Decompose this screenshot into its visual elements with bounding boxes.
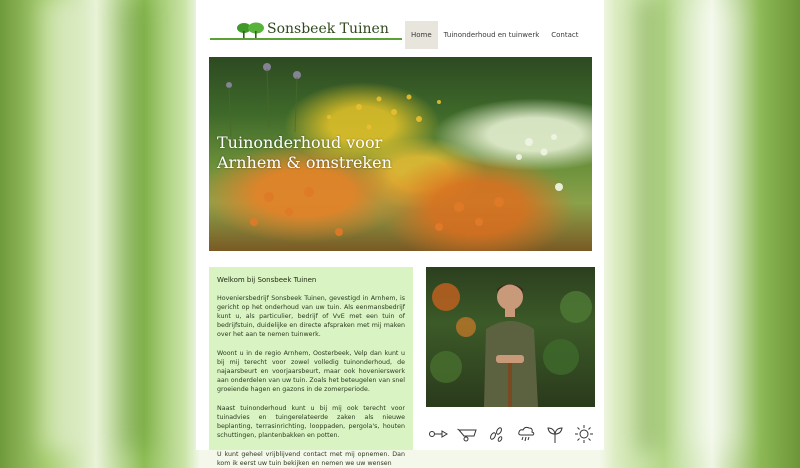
welcome-paragraph-3: Naast tuinonderhoud kunt u bij mij ook terecht voor tuinadvies en tuingerelateerde zaken als nieuwe beplanting, terrasinrichting, looppaden, pergola's, houten schuttingen, plantenbakken en potten. xyxy=(217,405,405,439)
hero-title-line-1: Tuinonderhoud voor xyxy=(217,133,383,152)
shovel-icon xyxy=(428,424,448,444)
welcome-heading: Welkom bij Sonsbeek Tuinen xyxy=(217,276,317,284)
welcome-paragraph-1: Hoveniersbedrijf Sonsbeek Tuinen, gevestigd in Arnhem, is gericht op het onderhoud van uw tuin. Als eenmansbedrijf kunt u, als particulier, bedrijf of VvE met een tuin of bedrijfstuin, duidelijke en directe afspraken met mij maken over het aan te nemen tuinwerk. xyxy=(217,295,405,338)
gardener-portrait xyxy=(426,267,595,407)
nav-item-home[interactable]: Home xyxy=(405,21,438,49)
logo-underline xyxy=(210,38,402,40)
rain-cloud-icon xyxy=(516,424,536,444)
hero-image xyxy=(209,57,592,251)
welcome-paragraph-4: U kunt geheel vrijblijvend contact met mij opnemen. Dan kom ik eerst uw tuin bekijken en nemen we uw wensen xyxy=(217,451,405,467)
hero-title xyxy=(217,133,457,173)
main-nav xyxy=(405,21,584,49)
welcome-paragraph-2: Woont u in de regio Arnhem, Oosterbeek, Velp dan kunt u bij mij terecht voor zowel volledig tuinonderhoud, de najaarsbeurt en voorjaarsbeurt, maar ook hovenierswerk aan onderdelen van uw tuin. Zoals het beteugelen van snel groeiende hagen en gazons in de zomerperiode. xyxy=(217,350,405,393)
wheelbarrow-icon xyxy=(457,424,477,444)
seeds-icon xyxy=(486,424,506,444)
sprout-icon xyxy=(545,424,565,444)
sun-icon xyxy=(574,424,594,444)
nav-item-contact[interactable]: Contact xyxy=(551,31,579,39)
site-logo[interactable] xyxy=(210,20,402,40)
services-icons xyxy=(428,424,594,444)
nav-item-tuinonderhoud[interactable]: Tuinonderhoud en tuinwerk xyxy=(443,31,540,39)
trees-icon xyxy=(236,22,266,38)
welcome-box xyxy=(209,267,413,467)
page-container xyxy=(196,0,604,467)
logo-text: Sonsbeek Tuinen xyxy=(267,21,389,37)
hero-title-line-2: Arnhem & omstreken xyxy=(217,153,392,172)
